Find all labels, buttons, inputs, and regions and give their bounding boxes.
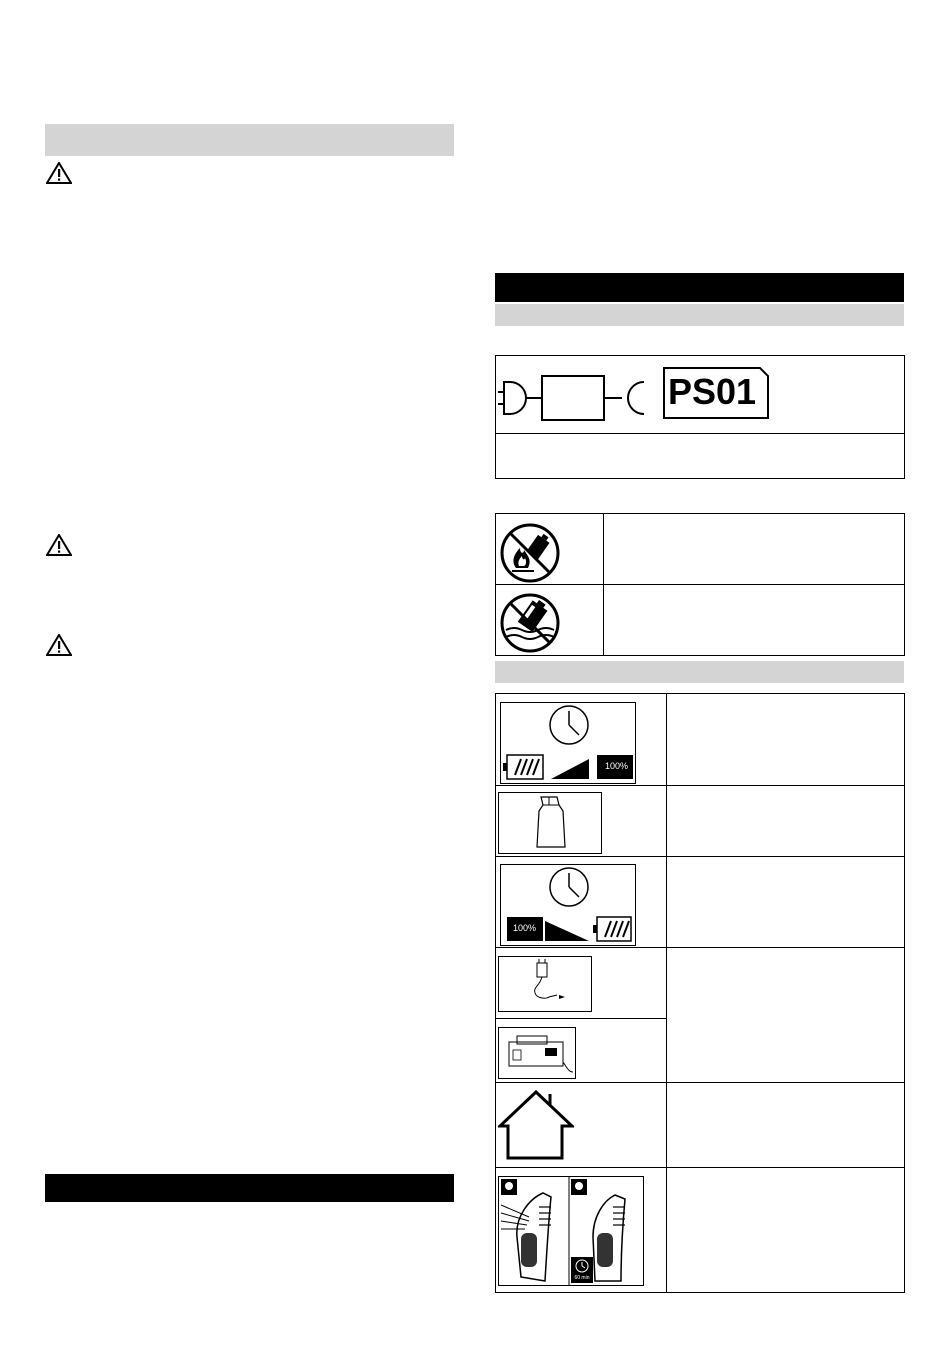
symbols-section-bar [495, 304, 904, 326]
bottom-section-bar [45, 1174, 454, 1202]
table-divider [496, 1018, 666, 1019]
charge-percent-badge: 100% [605, 761, 629, 771]
warning-triangle-icon [46, 534, 72, 556]
charge-clock-battery-icon [500, 702, 636, 784]
table-divider [496, 584, 904, 585]
charging-station-icon [498, 1027, 576, 1079]
ps-label: PS01 [668, 371, 757, 412]
table-divider [666, 694, 667, 1292]
power-supply-divider [496, 433, 904, 434]
house-icon [498, 1088, 574, 1160]
discharge-clock-battery-icon [500, 864, 636, 946]
charger-cable-icon [498, 956, 592, 1012]
table-divider [496, 785, 904, 786]
table-divider [496, 856, 904, 857]
lamp-timer-icon [498, 1176, 644, 1286]
warning-triangle-icon [46, 634, 72, 656]
warning-triangle-icon [46, 162, 72, 184]
table-divider [496, 947, 904, 948]
battery-safety-table [495, 513, 905, 656]
table-divider [496, 1082, 904, 1083]
safety-section-bar [45, 124, 454, 156]
storage-section-bar [495, 661, 904, 683]
no-water-battery-icon [498, 592, 562, 654]
care-table [495, 693, 905, 1293]
table-divider [496, 1167, 904, 1168]
power-supply-box [495, 355, 905, 479]
chapter-header-bar [495, 273, 904, 302]
no-fire-battery-icon [498, 522, 562, 584]
cloth-bag-icon [498, 792, 602, 854]
power-supply-symbol-icon [498, 364, 658, 428]
discharge-percent-badge: 100% [513, 923, 537, 933]
timer-badge-label: 60 min [574, 1275, 590, 1281]
